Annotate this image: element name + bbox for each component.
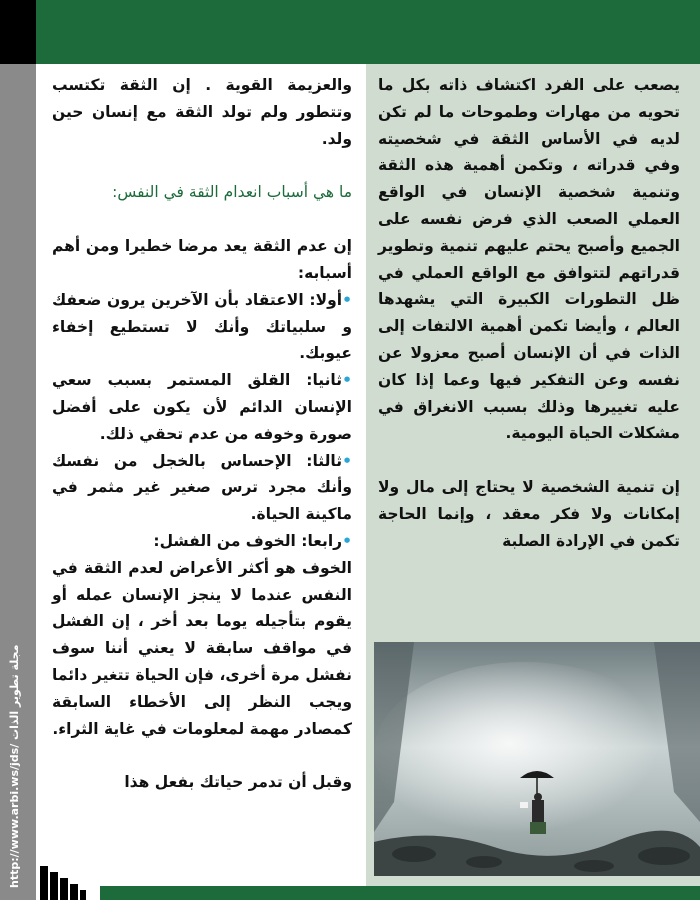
cause-text: : الاعتقاد بأن الآخرين يرون ضعفك و سلبياتك وأنك لا تستطيع إخفاء عيوبك.: [52, 290, 352, 363]
left-column: [52, 72, 352, 796]
paragraph-causes-intro: إن عدم الثقة يعد مرضا خطيرا ومن أهم أسبابه:: [52, 237, 352, 282]
cause-label: رابعا: [307, 531, 343, 550]
section-heading: ما هي أسباب انعدام الثقة في النفس:: [112, 183, 352, 202]
cause-label: أولا: [315, 290, 343, 309]
cause-text: : القلق المستمر بسبب سعي الإنسان الدائم لأن يكون على أفضل صورة وخوفه من عدم تحقي ذلك.: [52, 371, 352, 443]
footer-bar: [100, 886, 700, 900]
header-bar: [36, 0, 700, 64]
cause-label: ثانيا: [312, 371, 343, 390]
paragraph-closing: وقبل أن تدمر حياتك بفعل هذا: [124, 773, 352, 792]
paragraph-intro: والعزيمة القوية . إن الثقة تكتسب وتتطور ولم تولد الثقة مع إنسان حين ولد.: [52, 76, 352, 148]
cause-item: [52, 448, 352, 528]
right-column: [378, 72, 680, 555]
cause-label: ثالثا: [312, 451, 343, 470]
magazine-url: http://www.arbi.ws/jds/ مجلة تطوير الذات: [8, 644, 21, 888]
stair-step-decoration: [40, 866, 86, 900]
umbrella-person-photo: [374, 642, 700, 876]
cause-item: [52, 528, 352, 555]
paragraph-fear-of-failure: الخوف هو أكثر الأعراض لعدم الثقة في النفس عندما لا ينجز الإنسان عمله أو يقوم بتأجيله يوما بعد أخر ، إن الفشل في مواقف سابقة لا يعني أننا سوف نفشل مرة أخرى، فإن الحياة تتغير دائما ويجب النظر إلى الأخطاء السابقة كمصادر مهمة لمعلومات في غاية الثراء.: [52, 558, 352, 738]
paragraph-self-discovery: يصعب على الفرد اكتشاف ذاته بكل ما تحويه من مهارات وطموحات ما لم تكن لديه في الأساس الثقة في شخصيته وفي قدراته ، وتكمن أهمية هذه الثقة وتنمية شخصية الإنسان في الواقع العملي الصعب الذي فرض نفسه على الجميع وأصبح يحتم عليهم تنمية وتطوير قدراتهم لتتوافق مع الواقع العملي في ظل التطورات الكبيرة التي يشهدها العالم ، وأيضا تكمن أهمية الالتفات إلى الذات في أن الإنسان أصبح معزولا عن نفسه وعن التفكير فيها وعما إذا كان عليه تغييرها وذلك بسبب الانغراق في مشكلات الحياة اليومية.: [378, 76, 680, 443]
paragraph-personality-development: إن تنمية الشخصية لا يحتاج إلى مال ولا إمكانات ولا فكر معقد ، وإنما الحاجة تكمن في الإرادة الصلبة: [378, 478, 680, 550]
bullet-marker: •: [342, 290, 352, 309]
cause-text: : الإحساس بالخجل من نفسك وأنك مجرد ترس صغير غير مثمر في ماكينة الحياة.: [52, 451, 352, 524]
bullet-marker: •: [342, 451, 352, 470]
bullet-marker: •: [342, 371, 352, 390]
cause-item: [52, 287, 352, 367]
corner-block: [0, 0, 36, 64]
cause-text: : الخوف من الفشل:: [153, 531, 308, 550]
bullet-marker: •: [342, 531, 352, 550]
cause-item: [52, 367, 352, 447]
